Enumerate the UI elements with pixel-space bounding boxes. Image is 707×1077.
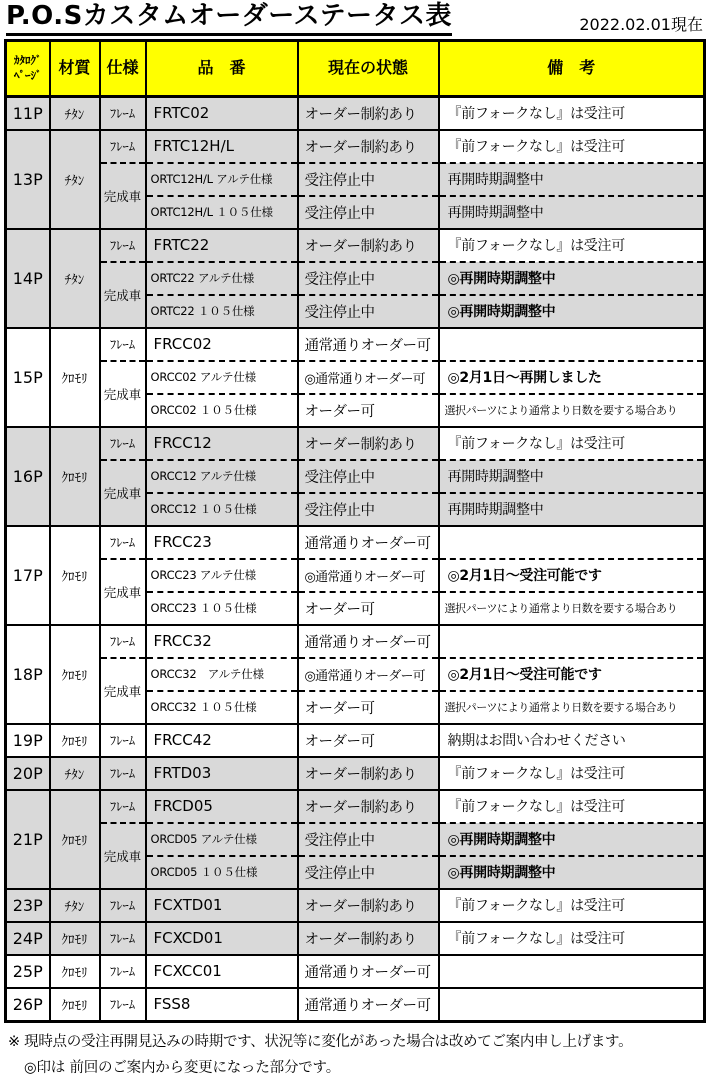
catalog-page-cell: 20P [6, 757, 50, 790]
remark-cell [439, 625, 705, 658]
status-cell: 受注停止中 [298, 823, 439, 856]
part-number-cell: ORCC23 アルテ仕様 [146, 559, 298, 592]
part-number-cell: FRTC22 [146, 229, 298, 262]
part-number-cell: FRCC32 [146, 625, 298, 658]
status-cell: 受注停止中 [298, 262, 439, 295]
remark-cell: 『前フォークなし』は受注可 [439, 130, 705, 163]
part-number-cell: ORCC12 アルテ仕様 [146, 460, 298, 493]
remark-cell: 『前フォークなし』は受注可 [439, 427, 705, 460]
table-row [6, 96, 705, 130]
remark-cell: 選択パーツにより通常より日数を要する場合あり [439, 691, 705, 724]
table-row [6, 130, 705, 163]
spec-cell: ﾌﾚｰﾑ [100, 988, 146, 1022]
part-number-cell: ORCD05 アルテ仕様 [146, 823, 298, 856]
part-number-cell: FRCC12 [146, 427, 298, 460]
part-number-cell: FCXCC01 [146, 955, 298, 988]
remark-cell: 選択パーツにより通常より日数を要する場合あり [439, 394, 705, 427]
table-row [6, 889, 705, 922]
spec-cell: ﾌﾚｰﾑ [100, 328, 146, 361]
status-cell: 受注停止中 [298, 856, 439, 889]
header-part-number: 品 番 [146, 40, 298, 96]
spec-cell: ﾌﾚｰﾑ [100, 625, 146, 658]
table-row [6, 526, 705, 559]
material-cell: ﾁﾀﾝ [50, 757, 100, 790]
catalog-page-cell: 21P [6, 790, 50, 889]
status-cell: オーダー制約あり [298, 922, 439, 955]
table-row [6, 361, 705, 394]
table-row [6, 163, 705, 196]
spec-cell: 完成車 [100, 823, 146, 889]
status-cell: オーダー可 [298, 394, 439, 427]
remark-cell: ◎再開時期調整中 [439, 295, 705, 328]
part-number-cell: ORCC02 １０５仕様 [146, 394, 298, 427]
status-cell: オーダー制約あり [298, 889, 439, 922]
material-cell: ｸﾛﾓﾘ [50, 988, 100, 1022]
status-cell: 通常通りオーダー可 [298, 526, 439, 559]
table-row [6, 790, 705, 823]
remark-cell: 『前フォークなし』は受注可 [439, 922, 705, 955]
header-catalog-line2: ﾍﾟｰｼﾞ [14, 69, 42, 83]
remark-cell: ◎2月1日～再開しました [439, 361, 705, 394]
part-number-cell: ORCC32 アルテ仕様 [146, 658, 298, 691]
status-cell: 受注停止中 [298, 196, 439, 229]
remark-cell: 再開時期調整中 [439, 163, 705, 196]
table-header-row [6, 40, 705, 96]
status-cell: 受注停止中 [298, 493, 439, 526]
header-current-status: 現在の状態 [298, 40, 439, 96]
spec-cell: 完成車 [100, 163, 146, 229]
part-number-cell: ORTC12H/L アルテ仕様 [146, 163, 298, 196]
status-cell: 通常通りオーダー可 [298, 625, 439, 658]
catalog-page-cell: 18P [6, 625, 50, 724]
part-number-cell: ORCC32 １０５仕様 [146, 691, 298, 724]
status-cell: 通常通りオーダー可 [298, 988, 439, 1022]
table-row [6, 460, 705, 493]
material-cell: ﾁﾀﾝ [50, 889, 100, 922]
spec-cell: ﾌﾚｰﾑ [100, 922, 146, 955]
material-cell: ｸﾛﾓﾘ [50, 625, 100, 724]
status-cell: 通常通りオーダー可 [298, 955, 439, 988]
remark-cell: 再開時期調整中 [439, 196, 705, 229]
table-row [6, 229, 705, 262]
status-cell: オーダー制約あり [298, 130, 439, 163]
table-row [6, 757, 705, 790]
status-cell: 受注停止中 [298, 295, 439, 328]
remark-cell: 再開時期調整中 [439, 493, 705, 526]
material-cell: ｸﾛﾓﾘ [50, 955, 100, 988]
spec-cell: ﾌﾚｰﾑ [100, 757, 146, 790]
remark-cell: 納期はお問い合わせください [439, 724, 705, 757]
catalog-page-cell: 17P [6, 526, 50, 625]
spec-cell: 完成車 [100, 361, 146, 427]
spec-cell: 完成車 [100, 658, 146, 724]
spec-cell: 完成車 [100, 262, 146, 328]
status-cell: オーダー可 [298, 592, 439, 625]
footnote-line1: ※ 現時点の受注再開見込みの時期です、状況等に変化があった場合は改めてご案内申し上げます。 [8, 1033, 633, 1050]
spec-cell: ﾌﾚｰﾑ [100, 955, 146, 988]
catalog-page-cell: 26P [6, 988, 50, 1022]
part-number-cell: ORTC22 アルテ仕様 [146, 262, 298, 295]
table-row [6, 823, 705, 856]
material-cell: ｸﾛﾓﾘ [50, 790, 100, 889]
table-row [6, 988, 705, 1022]
part-number-cell: FCXCD01 [146, 922, 298, 955]
status-cell: ◎通常通りオーダー可 [298, 658, 439, 691]
catalog-page-cell: 25P [6, 955, 50, 988]
remark-cell [439, 526, 705, 559]
table-row [6, 724, 705, 757]
page-title: P.O.Sカスタムオーダーステータス表 [6, 2, 452, 36]
status-cell: オーダー制約あり [298, 96, 439, 130]
table-row [6, 955, 705, 988]
spec-cell: ﾌﾚｰﾑ [100, 790, 146, 823]
status-cell: ◎通常通りオーダー可 [298, 559, 439, 592]
remark-cell: ◎2月1日～受注可能です [439, 559, 705, 592]
spec-cell: ﾌﾚｰﾑ [100, 96, 146, 130]
remark-cell: 再開時期調整中 [439, 460, 705, 493]
remark-cell [439, 328, 705, 361]
material-cell: ﾁﾀﾝ [50, 229, 100, 328]
catalog-page-cell: 19P [6, 724, 50, 757]
status-cell: オーダー制約あり [298, 427, 439, 460]
table-row [6, 625, 705, 658]
part-number-cell: FCXTD01 [146, 889, 298, 922]
part-number-cell: FRTD03 [146, 757, 298, 790]
part-number-cell: ORTC22 １０５仕様 [146, 295, 298, 328]
spec-cell: ﾌﾚｰﾑ [100, 724, 146, 757]
spec-cell: 完成車 [100, 559, 146, 625]
status-cell: オーダー可 [298, 691, 439, 724]
catalog-page-cell: 16P [6, 427, 50, 526]
table-row [6, 922, 705, 955]
part-number-cell: ORCC02 アルテ仕様 [146, 361, 298, 394]
footnotes [8, 1030, 703, 1077]
catalog-page-cell: 13P [6, 130, 50, 229]
part-number-cell: FSS8 [146, 988, 298, 1022]
part-number-cell: ORCD05 １０５仕様 [146, 856, 298, 889]
order-status-table [4, 39, 706, 1023]
remark-cell: ◎再開時期調整中 [439, 262, 705, 295]
part-number-cell: FRCC42 [146, 724, 298, 757]
part-number-cell: FRCC23 [146, 526, 298, 559]
status-cell: オーダー可 [298, 724, 439, 757]
status-cell: 受注停止中 [298, 163, 439, 196]
material-cell: ﾁﾀﾝ [50, 130, 100, 229]
material-cell: ｸﾛﾓﾘ [50, 724, 100, 757]
remark-cell: 『前フォークなし』は受注可 [439, 889, 705, 922]
spec-cell: ﾌﾚｰﾑ [100, 889, 146, 922]
header-remarks: 備 考 [439, 40, 705, 96]
catalog-page-cell: 14P [6, 229, 50, 328]
as-of-date: 2022.02.01現在 [579, 14, 703, 34]
remark-cell: 『前フォークなし』は受注可 [439, 757, 705, 790]
status-cell: 通常通りオーダー可 [298, 328, 439, 361]
status-cell: オーダー制約あり [298, 790, 439, 823]
remark-cell [439, 988, 705, 1022]
remark-cell: 『前フォークなし』は受注可 [439, 96, 705, 130]
spec-cell: 完成車 [100, 460, 146, 526]
header-catalog-page [6, 40, 50, 96]
header-catalog-line1: ｶﾀﾛｸﾞ [14, 54, 42, 67]
material-cell: ｸﾛﾓﾘ [50, 922, 100, 955]
remark-cell [439, 955, 705, 988]
catalog-page-cell: 15P [6, 328, 50, 427]
remark-cell: ◎再開時期調整中 [439, 823, 705, 856]
spec-cell: ﾌﾚｰﾑ [100, 526, 146, 559]
remark-cell: ◎再開時期調整中 [439, 856, 705, 889]
material-cell: ｸﾛﾓﾘ [50, 328, 100, 427]
material-cell: ｸﾛﾓﾘ [50, 427, 100, 526]
part-number-cell: FRCC02 [146, 328, 298, 361]
part-number-cell: ORCC12 １０５仕様 [146, 493, 298, 526]
spec-cell: ﾌﾚｰﾑ [100, 130, 146, 163]
remark-cell: 『前フォークなし』は受注可 [439, 790, 705, 823]
part-number-cell: FRTC12H/L [146, 130, 298, 163]
catalog-page-cell: 24P [6, 922, 50, 955]
part-number-cell: ORTC12H/L １０５仕様 [146, 196, 298, 229]
table-row [6, 658, 705, 691]
remark-cell: 『前フォークなし』は受注可 [439, 229, 705, 262]
table-row [6, 262, 705, 295]
table-row [6, 328, 705, 361]
material-cell: ｸﾛﾓﾘ [50, 526, 100, 625]
spec-cell: ﾌﾚｰﾑ [100, 427, 146, 460]
table-row [6, 559, 705, 592]
part-number-cell: FRCD05 [146, 790, 298, 823]
part-number-cell: FRTC02 [146, 96, 298, 130]
status-cell: オーダー制約あり [298, 757, 439, 790]
spec-cell: ﾌﾚｰﾑ [100, 229, 146, 262]
catalog-page-cell: 11P [6, 96, 50, 130]
title-row [0, 0, 707, 39]
status-cell: オーダー制約あり [298, 229, 439, 262]
header-spec: 仕様 [100, 40, 146, 96]
remark-cell: 選択パーツにより通常より日数を要する場合あり [439, 592, 705, 625]
header-material: 材質 [50, 40, 100, 96]
part-number-cell: ORCC23 １０５仕様 [146, 592, 298, 625]
catalog-page-cell: 23P [6, 889, 50, 922]
status-table-body [6, 96, 705, 1021]
table-row [6, 427, 705, 460]
status-cell: ◎通常通りオーダー可 [298, 361, 439, 394]
remark-cell: ◎2月1日～受注可能です [439, 658, 705, 691]
status-cell: 受注停止中 [298, 460, 439, 493]
material-cell: ﾁﾀﾝ [50, 96, 100, 130]
footnote-line2: ◎印は 前回のご案内から変更になった部分です。 [24, 1059, 340, 1076]
